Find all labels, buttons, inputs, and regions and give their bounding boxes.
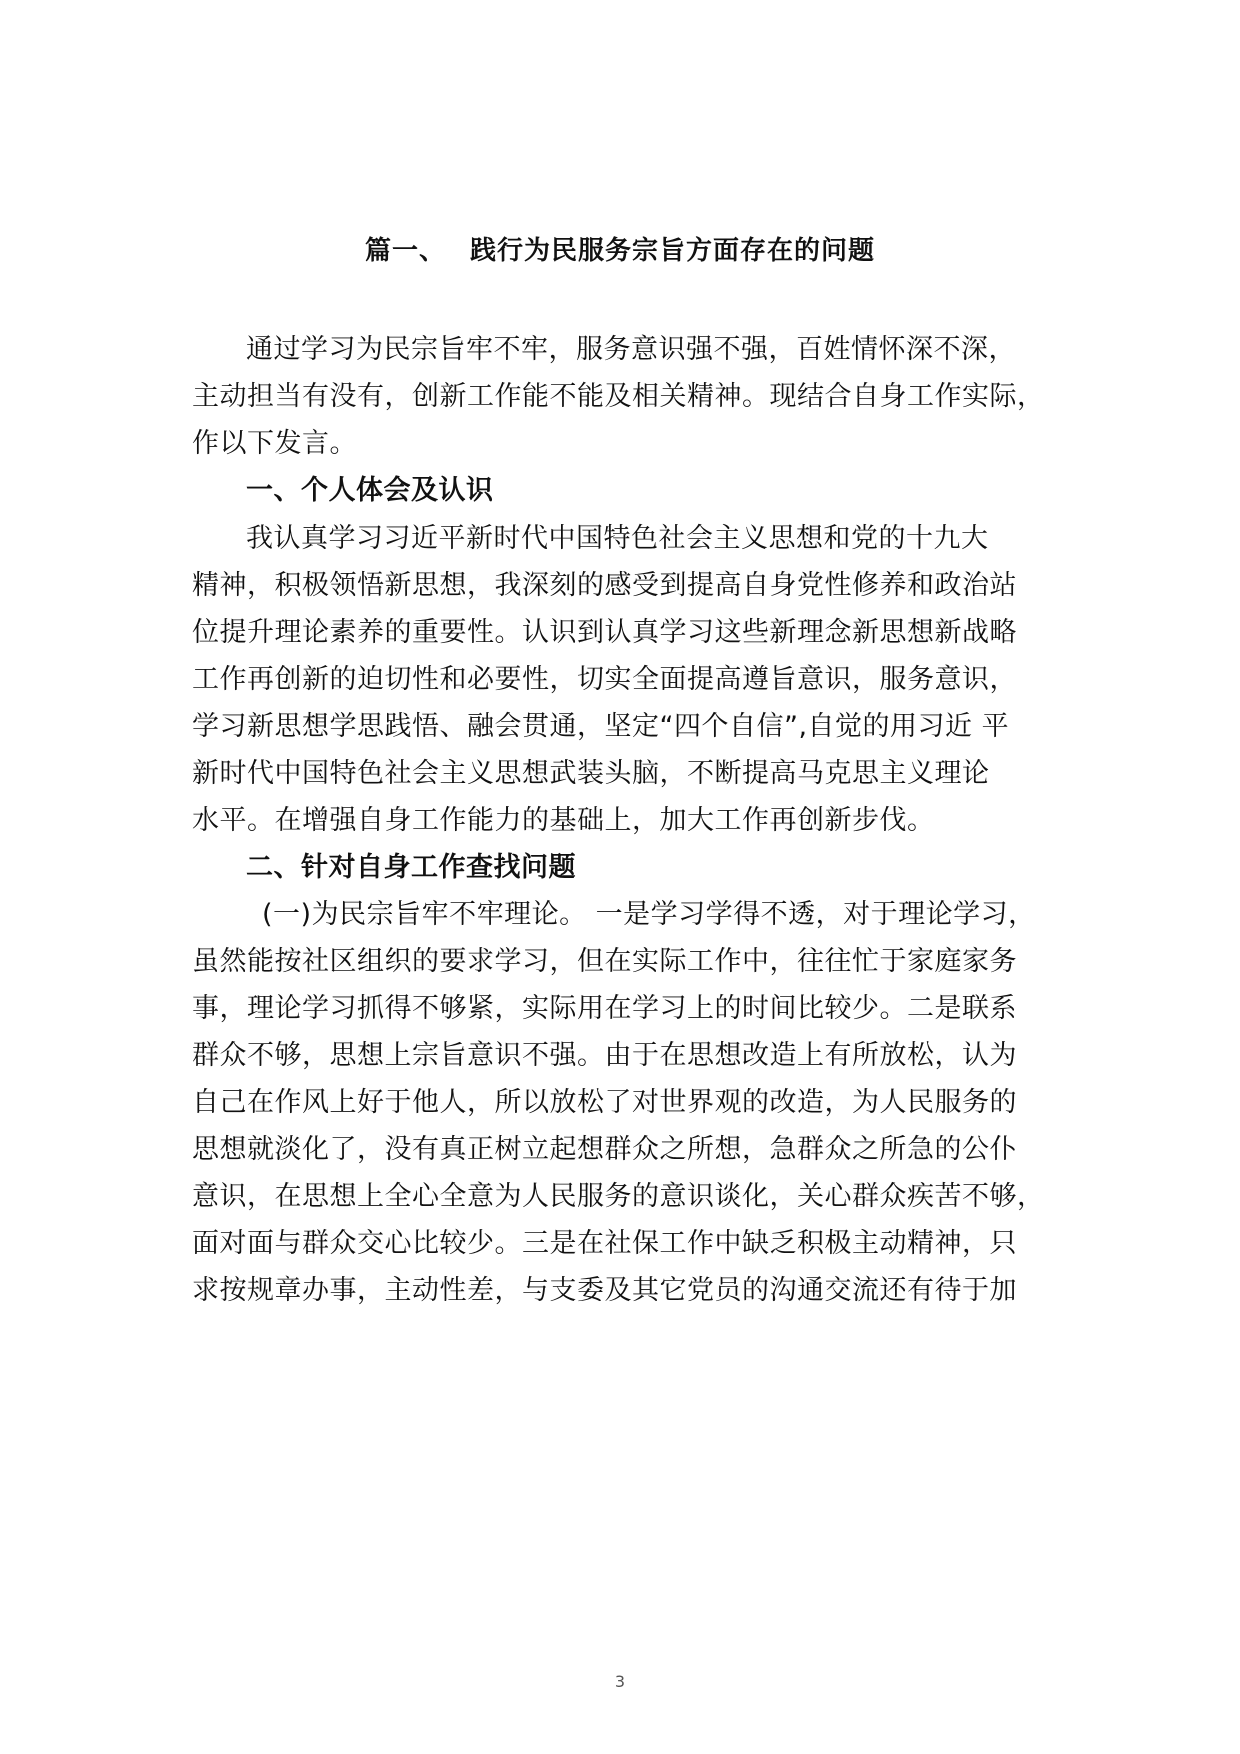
- page-number: 3: [614, 1672, 626, 1691]
- paragraph-line: 面对面与群众交心比较少。三是在社保工作中缺乏积极主动精神，只: [192, 1228, 1017, 1259]
- section-heading: 一、个人体会及认识: [246, 475, 494, 506]
- intro-line: 主动担当有没有，创新工作能不能及相关精神。现结合自身工作实际，: [192, 381, 1045, 412]
- paragraph-line: 虽然能按社区组织的要求学习，但在实际工作中，往往忙于家庭家务: [192, 946, 1017, 977]
- paragraph-line: 位提升理论素养的重要性。认识到认真学习这些新理念新思想新战略: [192, 617, 1017, 648]
- paragraph-line: 意识，在思想上全心全意为人民服务的意识谈化，关心群众疾苦不够，: [192, 1181, 1045, 1212]
- paragraph-line: 水平。在增强自身工作能力的基础上，加大工作再创新步伐。: [192, 805, 935, 836]
- paragraph-line: 学习新思想学思践悟、融会贯通，坚定“四个自信”,自觉的用习近 平: [192, 711, 1010, 742]
- paragraph-line: 群众不够，思想上宗旨意识不强。由于在思想改造上有所放松，认为: [192, 1040, 1017, 1071]
- title-prefix: 篇一、: [364, 236, 446, 266]
- paragraph-line: 自己在作风上好于他人，所以放松了对世界观的改造，为人民服务的: [192, 1087, 1017, 1118]
- title-text: 践行为民服务宗旨方面存在的问题: [470, 236, 876, 266]
- paragraph-line: 事，理论学习抓得不够紧，实际用在学习上的时间比较少。二是联系: [192, 993, 1017, 1024]
- paragraph-line: (一)为民宗旨牢不牢理论。 一是学习学得不透，对于理论学习，: [262, 899, 1036, 930]
- paragraph-line: 精神，积极领悟新思想，我深刻的感受到提高自身党性修养和政治站: [192, 570, 1017, 601]
- paragraph-line: 思想就淡化了，没有真正树立起想群众之所想，急群众之所急的公仆: [192, 1134, 1017, 1165]
- paragraph-line: 工作再创新的迫切性和必要性，切实全面提高遵旨意识，服务意识，: [192, 664, 1017, 695]
- intro-line: 通过学习为民宗旨牢不牢，服务意识强不强，百姓情怀深不深，: [246, 334, 1016, 365]
- document-title: [0, 230, 1240, 267]
- intro-line: 作以下发言。: [192, 428, 357, 459]
- paragraph-line: 我认真学习习近平新时代中国特色社会主义思想和党的十九大: [246, 523, 989, 554]
- paragraph-line: 求按规章办事，主动性差，与支委及其它党员的沟通交流还有待于加: [192, 1275, 1017, 1306]
- section-heading: 二、针对自身工作查找问题: [246, 852, 576, 883]
- paragraph-line: 新时代中国特色社会主义思想武装头脑，不断提高马克思主义理论: [192, 758, 990, 789]
